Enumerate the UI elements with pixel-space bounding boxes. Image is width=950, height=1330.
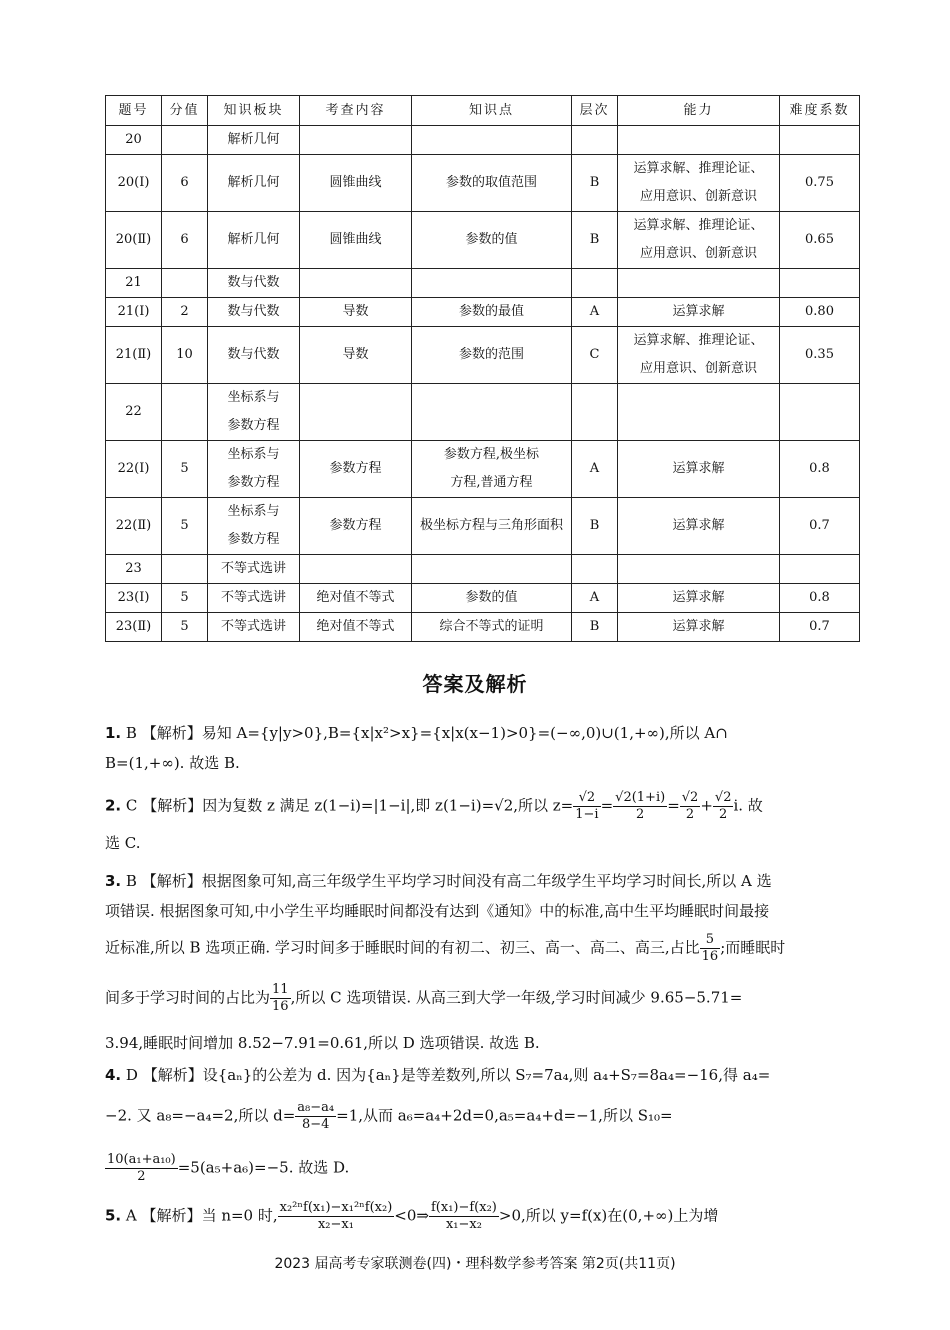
score-cell (162, 555, 208, 584)
table-row (106, 384, 860, 441)
answer-line: 项错误. 根据图象可知,中小学生平均睡眠时间都没有达到《通知》中的标准,高中生平均睡眠时间最接 (105, 902, 770, 920)
content-cell (300, 498, 412, 555)
difficulty-cell: 0.7 (780, 613, 860, 642)
cell-line: 绝对值不等式 (316, 619, 395, 634)
answer-text: 设{aₙ}的公差为 d. 因为{aₙ}是等差数列,所以 S₇=7a₄,则 a₄+S₇=8a₄=−16,得 a₄= (202, 1066, 771, 1084)
difficulty-cell: 0.35 (780, 327, 860, 384)
header-cell: 考查内容 (300, 96, 412, 126)
header-cell: 题号 (106, 96, 162, 126)
ability-cell (618, 584, 780, 613)
fraction (613, 790, 667, 823)
answer-line (105, 1152, 349, 1185)
content-cell (300, 613, 412, 642)
table-row (106, 555, 860, 584)
content-cell (300, 384, 412, 441)
fraction (278, 1200, 395, 1233)
cell-line: 解析几何 (227, 175, 280, 190)
cell-line: 绝对值不等式 (316, 590, 395, 605)
cell-line: 数与代数 (227, 304, 280, 319)
fraction (713, 790, 734, 823)
numerator: √2 (578, 790, 596, 805)
header-cell: 分值 (162, 96, 208, 126)
cell-line: 运算求解 (672, 619, 725, 634)
question-num-cell: 22(Ⅱ) (106, 498, 162, 555)
answer-text: 当 n=0 时, (201, 1206, 278, 1225)
knowledge-block-cell (208, 498, 300, 555)
content-cell (300, 327, 412, 384)
answer-line (105, 790, 763, 823)
numerator: √2(1+i) (615, 790, 666, 805)
equals: = (600, 796, 614, 815)
knowledge-point-cell (412, 555, 572, 584)
knowledge-point-cell (412, 613, 572, 642)
analysis-tag: 【解析】 (142, 1066, 203, 1084)
table-header-row (106, 96, 860, 126)
cell-line: 参数的范围 (458, 347, 524, 362)
ability-cell (618, 498, 780, 555)
cell-line: 运算求解、推理论证、 (633, 333, 764, 348)
content-cell (300, 269, 412, 298)
ability-cell (618, 441, 780, 498)
fraction (270, 982, 291, 1015)
answer-line: 选 C. (105, 834, 141, 852)
score-cell: 5 (162, 584, 208, 613)
score-cell: 5 (162, 613, 208, 642)
question-num-cell: 20(Ⅰ) (106, 155, 162, 212)
question-num-cell: 20(Ⅱ) (106, 212, 162, 269)
cell-line: 参数方程 (329, 461, 382, 476)
header-cell: 难度系数 (780, 96, 860, 126)
question-number: 2. (105, 796, 122, 815)
answer-choice: B (125, 724, 137, 742)
knowledge-block-cell (208, 212, 300, 269)
content-cell (300, 584, 412, 613)
question-num-cell: 22 (106, 384, 162, 441)
ability-cell (618, 327, 780, 384)
knowledge-block-cell (208, 327, 300, 384)
equals: = (667, 796, 680, 815)
content-cell (300, 555, 412, 584)
cell-line: 解析几何 (227, 232, 280, 247)
answer-text: i. 故 (733, 796, 763, 815)
score-cell: 5 (162, 441, 208, 498)
cell-line: 参数的值 (465, 232, 518, 247)
knowledge-point-cell (412, 498, 572, 555)
numerator: a₈−a₄ (297, 1100, 335, 1115)
analysis-tag: 【解析】 (141, 724, 202, 742)
question-num-cell: 23(Ⅱ) (106, 613, 162, 642)
ability-cell (618, 613, 780, 642)
knowledge-block-cell (208, 126, 300, 155)
cell-line: 解析几何 (227, 132, 280, 147)
header-cell: 能力 (618, 96, 780, 126)
fraction (700, 932, 721, 965)
numerator: √2 (714, 790, 732, 805)
difficulty-cell: 0.7 (780, 498, 860, 555)
cell-line: 运算求解 (672, 461, 725, 476)
cell-line: 运算求解 (672, 518, 725, 533)
answer-text: 间多于学习时间的占比为 (105, 988, 271, 1007)
denominator: 8−4 (295, 1116, 336, 1133)
knowledge-block-cell (208, 155, 300, 212)
fraction (429, 1200, 499, 1233)
denominator: 16 (272, 999, 289, 1014)
cell-line: 参数的取值范围 (445, 175, 537, 190)
answer-line (105, 982, 742, 1015)
level-cell (572, 269, 618, 298)
knowledge-point-cell (412, 212, 572, 269)
question-num-cell: 22(Ⅰ) (106, 441, 162, 498)
cell-line: 方程,普通方程 (450, 475, 533, 490)
cell-line: 应用意识、创新意识 (639, 361, 757, 376)
cell-line: 运算求解、推理论证、 (633, 218, 764, 233)
level-cell: B (572, 155, 618, 212)
answer-line (105, 870, 772, 891)
cell-line: 坐标系与 (227, 390, 280, 405)
knowledge-point-cell (412, 441, 572, 498)
content-cell (300, 298, 412, 327)
level-cell: B (572, 613, 618, 642)
header-cell: 知识板块 (208, 96, 300, 126)
cell-line: 参数方程 (227, 475, 280, 490)
cell-line: 圆锥曲线 (329, 175, 382, 190)
difficulty-cell: 0.75 (780, 155, 860, 212)
knowledge-block-cell (208, 384, 300, 441)
level-cell: B (572, 212, 618, 269)
analysis-tag: 【解析】 (141, 1206, 202, 1225)
level-cell: C (572, 327, 618, 384)
fraction (680, 790, 701, 823)
cell-line: 运算求解 (672, 590, 725, 605)
knowledge-point-cell (412, 327, 572, 384)
level-cell (572, 384, 618, 441)
denominator: 1−i (575, 807, 599, 822)
fraction (573, 790, 600, 823)
cell-line: 参数方程,极坐标 (443, 447, 540, 462)
content-cell (300, 126, 412, 155)
table-row (106, 498, 860, 555)
knowledge-point-cell (412, 298, 572, 327)
content-cell (300, 212, 412, 269)
question-num-cell: 21 (106, 269, 162, 298)
cell-line: 参数方程 (227, 532, 280, 547)
question-number: 4. (105, 1066, 122, 1084)
numerator: 10(a₁+a₁₀) (107, 1152, 176, 1167)
numerator: 5 (705, 932, 715, 947)
level-cell: A (572, 298, 618, 327)
cell-line: 不等式选讲 (220, 590, 286, 605)
score-cell: 5 (162, 498, 208, 555)
answer-line: B=(1,+∞). 故选 B. (105, 754, 240, 772)
section-title: 答案及解析 (422, 672, 528, 696)
answer-text: 近标准,所以 B 选项正确. 学习时间多于睡眠时间的有初二、初三、高一、高二、高三,占比 (105, 938, 700, 957)
difficulty-cell (780, 126, 860, 155)
ability-cell (618, 555, 780, 584)
fraction (295, 1100, 336, 1133)
denominator: 2 (613, 806, 667, 823)
difficulty-cell: 0.8 (780, 584, 860, 613)
analysis-tag: 【解析】 (141, 872, 202, 890)
difficulty-cell (780, 555, 860, 584)
question-num-cell: 23 (106, 555, 162, 584)
table-row (106, 327, 860, 384)
answer-text: −2. 又 a₈=−a₄=2,所以 d= (105, 1106, 296, 1125)
cell-line: 数与代数 (227, 347, 280, 362)
cell-line: 参数的最值 (458, 304, 524, 319)
cell-line: 应用意识、创新意识 (639, 246, 757, 261)
cell-line: 极坐标方程与三角形面积 (419, 518, 563, 533)
question-number: 1. (105, 724, 122, 742)
answer-text: <0⇒ (394, 1206, 429, 1225)
answer-choice: B (125, 872, 137, 890)
cell-line: 数与代数 (227, 275, 280, 290)
table-row (106, 269, 860, 298)
difficulty-cell (780, 269, 860, 298)
score-cell (162, 384, 208, 441)
level-cell: A (572, 584, 618, 613)
answer-choice: A (125, 1206, 137, 1225)
score-cell: 6 (162, 155, 208, 212)
cell-line: 圆锥曲线 (329, 232, 382, 247)
knowledge-block-cell (208, 269, 300, 298)
knowledge-block-cell (208, 555, 300, 584)
denominator: 2 (680, 806, 701, 823)
header-cell: 知识点 (412, 96, 572, 126)
table-row (106, 212, 860, 269)
numerator: x₂²ⁿf(x₁)−x₁²ⁿf(x₂) (279, 1200, 393, 1215)
knowledge-point-cell (412, 584, 572, 613)
knowledge-point-cell (412, 126, 572, 155)
fraction (105, 1152, 178, 1185)
knowledge-point-cell (412, 384, 572, 441)
score-cell: 6 (162, 212, 208, 269)
denominator: 2 (105, 1168, 178, 1185)
answer-line: 3.94,睡眠时间增加 8.52−7.91=0.61,所以 D 选项错误. 故选 B. (105, 1034, 540, 1052)
cell-line: 坐标系与 (227, 447, 280, 462)
cell-line: 参数方程 (329, 518, 382, 533)
knowledge-point-cell (412, 269, 572, 298)
question-num-cell: 20 (106, 126, 162, 155)
answer-line (105, 1100, 673, 1133)
knowledge-point-cell (412, 155, 572, 212)
table-row (106, 441, 860, 498)
question-number: 3. (105, 872, 122, 890)
answer-text: >0,所以 y=f(x)在(0,+∞)上为增 (498, 1206, 719, 1225)
numerator: f(x₁)−f(x₂) (430, 1200, 497, 1215)
knowledge-table (105, 95, 860, 642)
denominator: 2 (713, 806, 734, 823)
level-cell (572, 555, 618, 584)
cell-line: 运算求解 (672, 304, 725, 319)
answer-text: ,所以 C 选项错误. 从高三到大学一年级,学习时间减少 9.65−5.71= (290, 988, 743, 1007)
question-num-cell: 21(Ⅱ) (106, 327, 162, 384)
question-number: 5. (105, 1206, 122, 1225)
table-row (106, 584, 860, 613)
answer-line (105, 932, 785, 965)
cell-line: 导数 (342, 347, 369, 362)
content-cell (300, 155, 412, 212)
answer-choice: D (125, 1066, 138, 1084)
answer-line (105, 722, 728, 743)
cell-line: 运算求解、推理论证、 (633, 161, 764, 176)
cell-line: 导数 (342, 304, 369, 319)
score-cell: 2 (162, 298, 208, 327)
ability-cell (618, 298, 780, 327)
question-num-cell: 21(Ⅰ) (106, 298, 162, 327)
cell-line: 综合不等式的证明 (439, 619, 544, 634)
difficulty-cell (780, 384, 860, 441)
answer-text: ;而睡眠时 (720, 938, 786, 957)
plus: + (700, 796, 713, 815)
score-cell (162, 269, 208, 298)
table-row (106, 613, 860, 642)
answer-line (105, 1064, 770, 1085)
answer-line (105, 1200, 718, 1233)
table-body (106, 126, 860, 642)
ability-cell (618, 155, 780, 212)
cell-line: 坐标系与 (227, 504, 280, 519)
ability-cell (618, 269, 780, 298)
knowledge-block-cell (208, 298, 300, 327)
answer-text: =1,从而 a₆=a₄+2d=0,a₅=a₄+d=−1,所以 S₁₀= (336, 1106, 673, 1125)
denominator: 16 (701, 949, 719, 964)
page-footer: 2023 届高考专家联测卷(四)・理科数学参考答案 第2页(共11页) (274, 1256, 676, 1272)
answer-text: 因为复数 z 满足 z(1−i)=|1−i|,即 z(1−i)=√2,所以 z= (202, 796, 574, 815)
cell-line: 不等式选讲 (220, 561, 286, 576)
answer-text: =5(a₅+a₆)=−5. 故选 D. (177, 1158, 350, 1177)
knowledge-block-cell (208, 613, 300, 642)
score-cell (162, 126, 208, 155)
cell-line: 参数方程 (227, 418, 280, 433)
ability-cell (618, 126, 780, 155)
cell-line: 不等式选讲 (220, 619, 286, 634)
knowledge-block-cell (208, 584, 300, 613)
answer-choice: C (125, 796, 138, 815)
answer-text: 根据图象可知,高三年级学生平均学习时间没有高二年级学生平均学习时间长,所以 A 选 (201, 872, 772, 890)
numerator: √2 (681, 790, 699, 805)
denominator: x₂−x₁ (278, 1216, 395, 1233)
level-cell: B (572, 498, 618, 555)
table-row (106, 126, 860, 155)
numerator: 11 (272, 982, 289, 997)
table-row (106, 298, 860, 327)
analysis-tag: 【解析】 (142, 796, 203, 815)
header-cell: 层次 (572, 96, 618, 126)
answer-text: 易知 A={y|y>0},B={x|x²>x}={x|x(x−1)>0}=(−∞,0)∪(1,+∞),所以 A∩ (201, 724, 728, 742)
content-cell (300, 441, 412, 498)
cell-line: 应用意识、创新意识 (639, 189, 757, 204)
ability-cell (618, 384, 780, 441)
ability-cell (618, 212, 780, 269)
table-row (106, 155, 860, 212)
difficulty-cell: 0.80 (780, 298, 860, 327)
cell-line: 参数的值 (465, 590, 518, 605)
difficulty-cell: 0.65 (780, 212, 860, 269)
level-cell (572, 126, 618, 155)
difficulty-cell: 0.8 (780, 441, 860, 498)
question-num-cell: 23(Ⅰ) (106, 584, 162, 613)
level-cell: A (572, 441, 618, 498)
knowledge-block-cell (208, 441, 300, 498)
denominator: x₁−x₂ (429, 1216, 499, 1233)
score-cell: 10 (162, 327, 208, 384)
